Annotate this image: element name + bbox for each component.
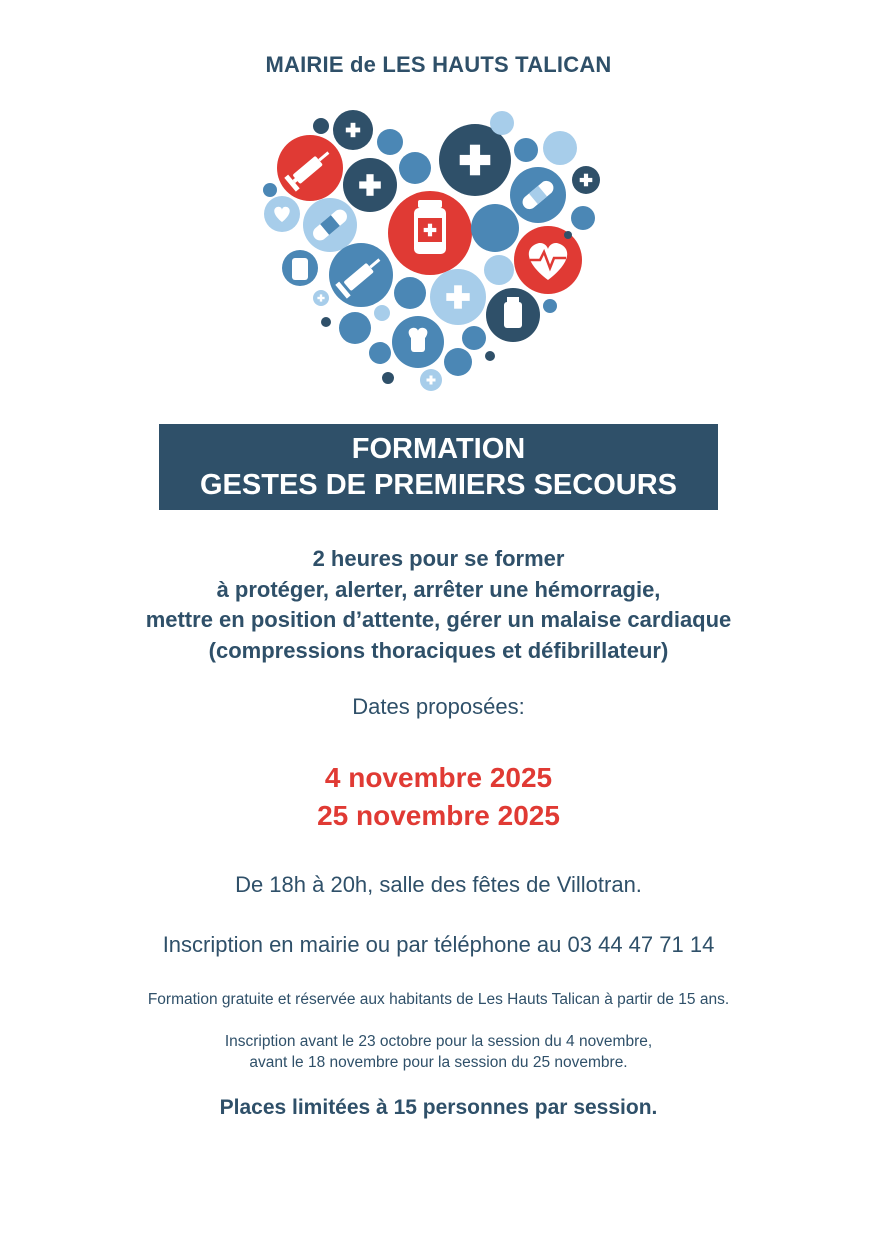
eligibility-note: Formation gratuite et réservée aux habitants de Les Hauts Talican à partir de 15 ans. (147, 991, 730, 1008)
date-item: 25 novembre 2025 (317, 800, 560, 831)
intro-text (0, 544, 877, 666)
schedule-location: De 18h à 20h, salle des fêtes de Villotran. (235, 872, 642, 897)
deadline-line: Inscription avant le 23 octobre pour la session du 4 novembre, (224, 1033, 653, 1050)
dates-label: Dates proposées: (352, 694, 525, 719)
banner-line-1: FORMATION (351, 433, 526, 465)
registration-phone: Inscription en mairie ou par téléphone au 03 44 47 71 14 (162, 932, 715, 957)
intro-line: 2 heures pour se former (312, 546, 565, 571)
title-banner (159, 424, 718, 510)
intro-line: (compressions thoraciques et défibrillateur) (208, 637, 669, 663)
intro-line: mettre en position d’attente, gérer un malaise cardiaque (145, 607, 732, 632)
intro-line: à protéger, alerter, arrêter une hémorragie, (216, 576, 661, 602)
medical-heart-icon (258, 110, 618, 400)
date-item: 4 novembre 2025 (324, 762, 553, 793)
places-limit: Places limitées à 15 personnes par session. (219, 1096, 658, 1119)
banner-line-2: GESTES DE PREMIERS SECOURS (200, 469, 677, 501)
deadline-note (0, 1031, 877, 1073)
page-title: MAIRIE de LES HAUTS TALICAN (265, 52, 612, 77)
deadline-line: avant le 18 novembre pour la session du 25 novembre. (249, 1054, 628, 1071)
